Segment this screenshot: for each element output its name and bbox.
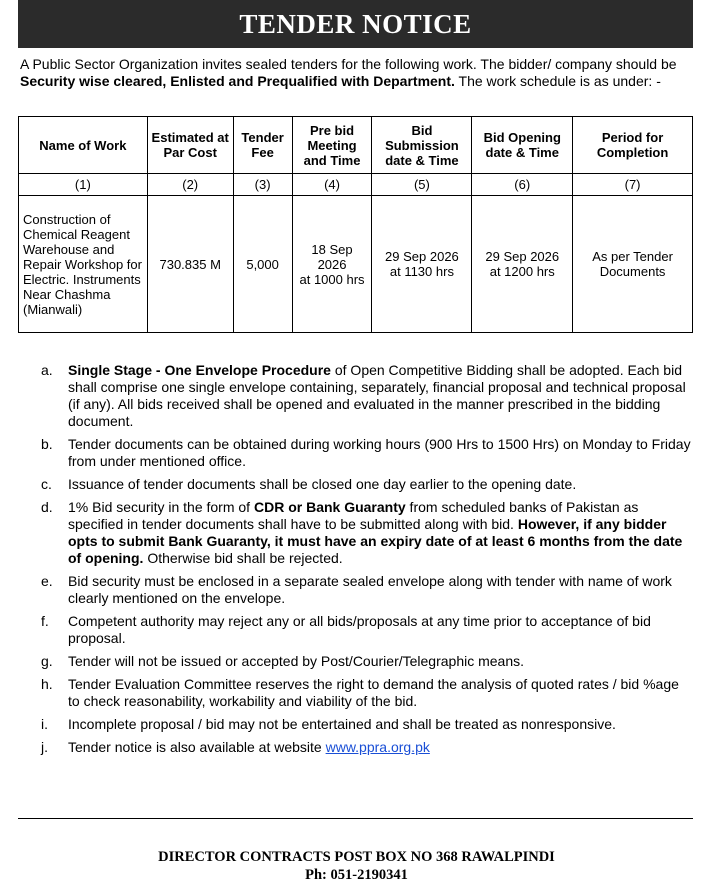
list-item [18,716,693,733]
term-marker: i. [41,716,48,732]
header-bid-opening: Bid Opening date & Time [472,117,573,174]
term-body: 1% Bid security in the form of [68,499,254,515]
completion-cell: As per Tender Documents [573,196,693,333]
term-marker: j. [41,739,48,755]
intro-paragraph [20,56,695,90]
term-marker: a. [41,362,53,378]
list-item [18,573,693,607]
list-item [18,739,693,756]
term-marker: d. [41,499,53,515]
schedule-table [18,116,693,333]
terms-list [18,362,693,762]
term-text [68,362,693,430]
term-body: from scheduled banks of Pakistan as specified in tender documents shall have to be submitted along with bid. [68,499,639,532]
term-text: Tender Evaluation Committee reserves the right to demand the analysis of quoted rates / bid %age to check reasonability, workability and viability of the bid. [68,676,679,709]
submission-cell [372,196,472,333]
opening-date: 29 Sep 2026 [485,249,560,264]
term-text [68,499,693,567]
term-text: Tender will not be issued or accepted by Post/Courier/Telegraphic means. [68,653,525,669]
opening-cell [472,196,573,333]
table-number-row [19,174,693,196]
term-text: Bid security must be enclosed in a separate sealed envelope along with tender with name of work clearly mentioned on the envelope. [68,573,672,606]
column-number: (3) [233,174,292,196]
term-marker: c. [41,476,52,492]
fee-cell: 5,000 [233,196,292,333]
opening-time: at 1200 hrs [489,264,555,279]
website-link[interactable]: www.ppra.org.pk [325,739,430,755]
header-name-of-work: Name of Work [19,117,148,174]
list-item [18,613,693,647]
list-item [18,499,693,567]
intro-text-1: A Public Sector Organization invites sealed tenders for the following work. The bidder/ company should be [20,56,677,72]
header-estimated-cost: Estimated at Par Cost [147,117,233,174]
submission-time: at 1130 hrs [389,264,454,279]
header-completion-period: Period for Completion [573,117,693,174]
term-text: Incomplete proposal / bid may not be entertained and shall be treated as nonresponsive. [68,716,616,732]
term-body: of Open Competitive Bidding shall be adopted. Each bid shall comprise one single envelope containing, separately, financial proposal and technical proposal (if any). All bids received shall be opened and evaluated in the manner prescribed in the bidding document. [68,362,686,429]
work-name-cell: Construction of Chemical Reagent Warehouse and Repair Workshop for Electric. Instruments Near Chashma (Mianwali) [19,196,148,333]
column-number: (5) [372,174,472,196]
column-number: (6) [472,174,573,196]
intro-text-2: The work schedule is as under: - [454,73,661,89]
term-text: Tender documents can be obtained during working hours (900 Hrs to 1500 Hrs) on Monday to Friday from under mentioned office. [68,436,691,469]
term-bold: CDR or Bank Guaranty [253,499,406,515]
column-number: (2) [147,174,233,196]
intro-bold: Security wise cleared, Enlisted and Prequalified with Department. [20,73,455,89]
term-marker: f. [41,613,49,629]
header-bid-submission: Bid Submission date & Time [372,117,472,174]
footer-phone: Ph: 051-2190341 [305,867,408,883]
term-text [68,739,693,756]
header-tender-fee: Tender Fee [233,117,292,174]
list-item [18,436,693,470]
term-text: Competent authority may reject any or all bids/proposals at any time prior to acceptance of bid proposal. [68,613,651,646]
prebid-date: 18 Sep 2026 [311,241,353,272]
footer [0,848,713,884]
table-row [19,196,693,333]
term-bold: However, if any bidder opts to submit Bank Guaranty, it must have an expiry date of at least 6 months from the date of opening. [68,516,683,566]
footer-divider [18,818,693,819]
term-text: Issuance of tender documents shall be closed one day earlier to the opening date. [68,476,577,492]
list-item [18,362,693,430]
term-marker: h. [41,676,53,692]
list-item [18,476,693,493]
term-body: Tender notice is also available at website [68,739,326,755]
footer-address: DIRECTOR CONTRACTS POST BOX NO 368 RAWALPINDI [158,849,555,865]
prebid-cell [292,196,372,333]
term-bold: Single Stage - One Envelope Procedure [68,362,331,378]
submission-date: 29 Sep 2026 [385,249,459,264]
column-number: (1) [19,174,148,196]
term-marker: b. [41,436,53,452]
term-marker: g. [41,653,53,669]
term-marker: e. [41,573,53,589]
table-header-row [19,117,693,174]
prebid-time: at 1000 hrs [299,271,365,287]
list-item [18,676,693,710]
column-number: (4) [292,174,372,196]
column-number: (7) [573,174,693,196]
cost-cell: 730.835 M [147,196,233,333]
page-title: TENDER NOTICE [18,0,693,48]
list-item [18,653,693,670]
term-body: Otherwise bid shall be rejected. [143,550,343,566]
header-prebid-meeting: Pre bid Meeting and Time [292,117,372,174]
